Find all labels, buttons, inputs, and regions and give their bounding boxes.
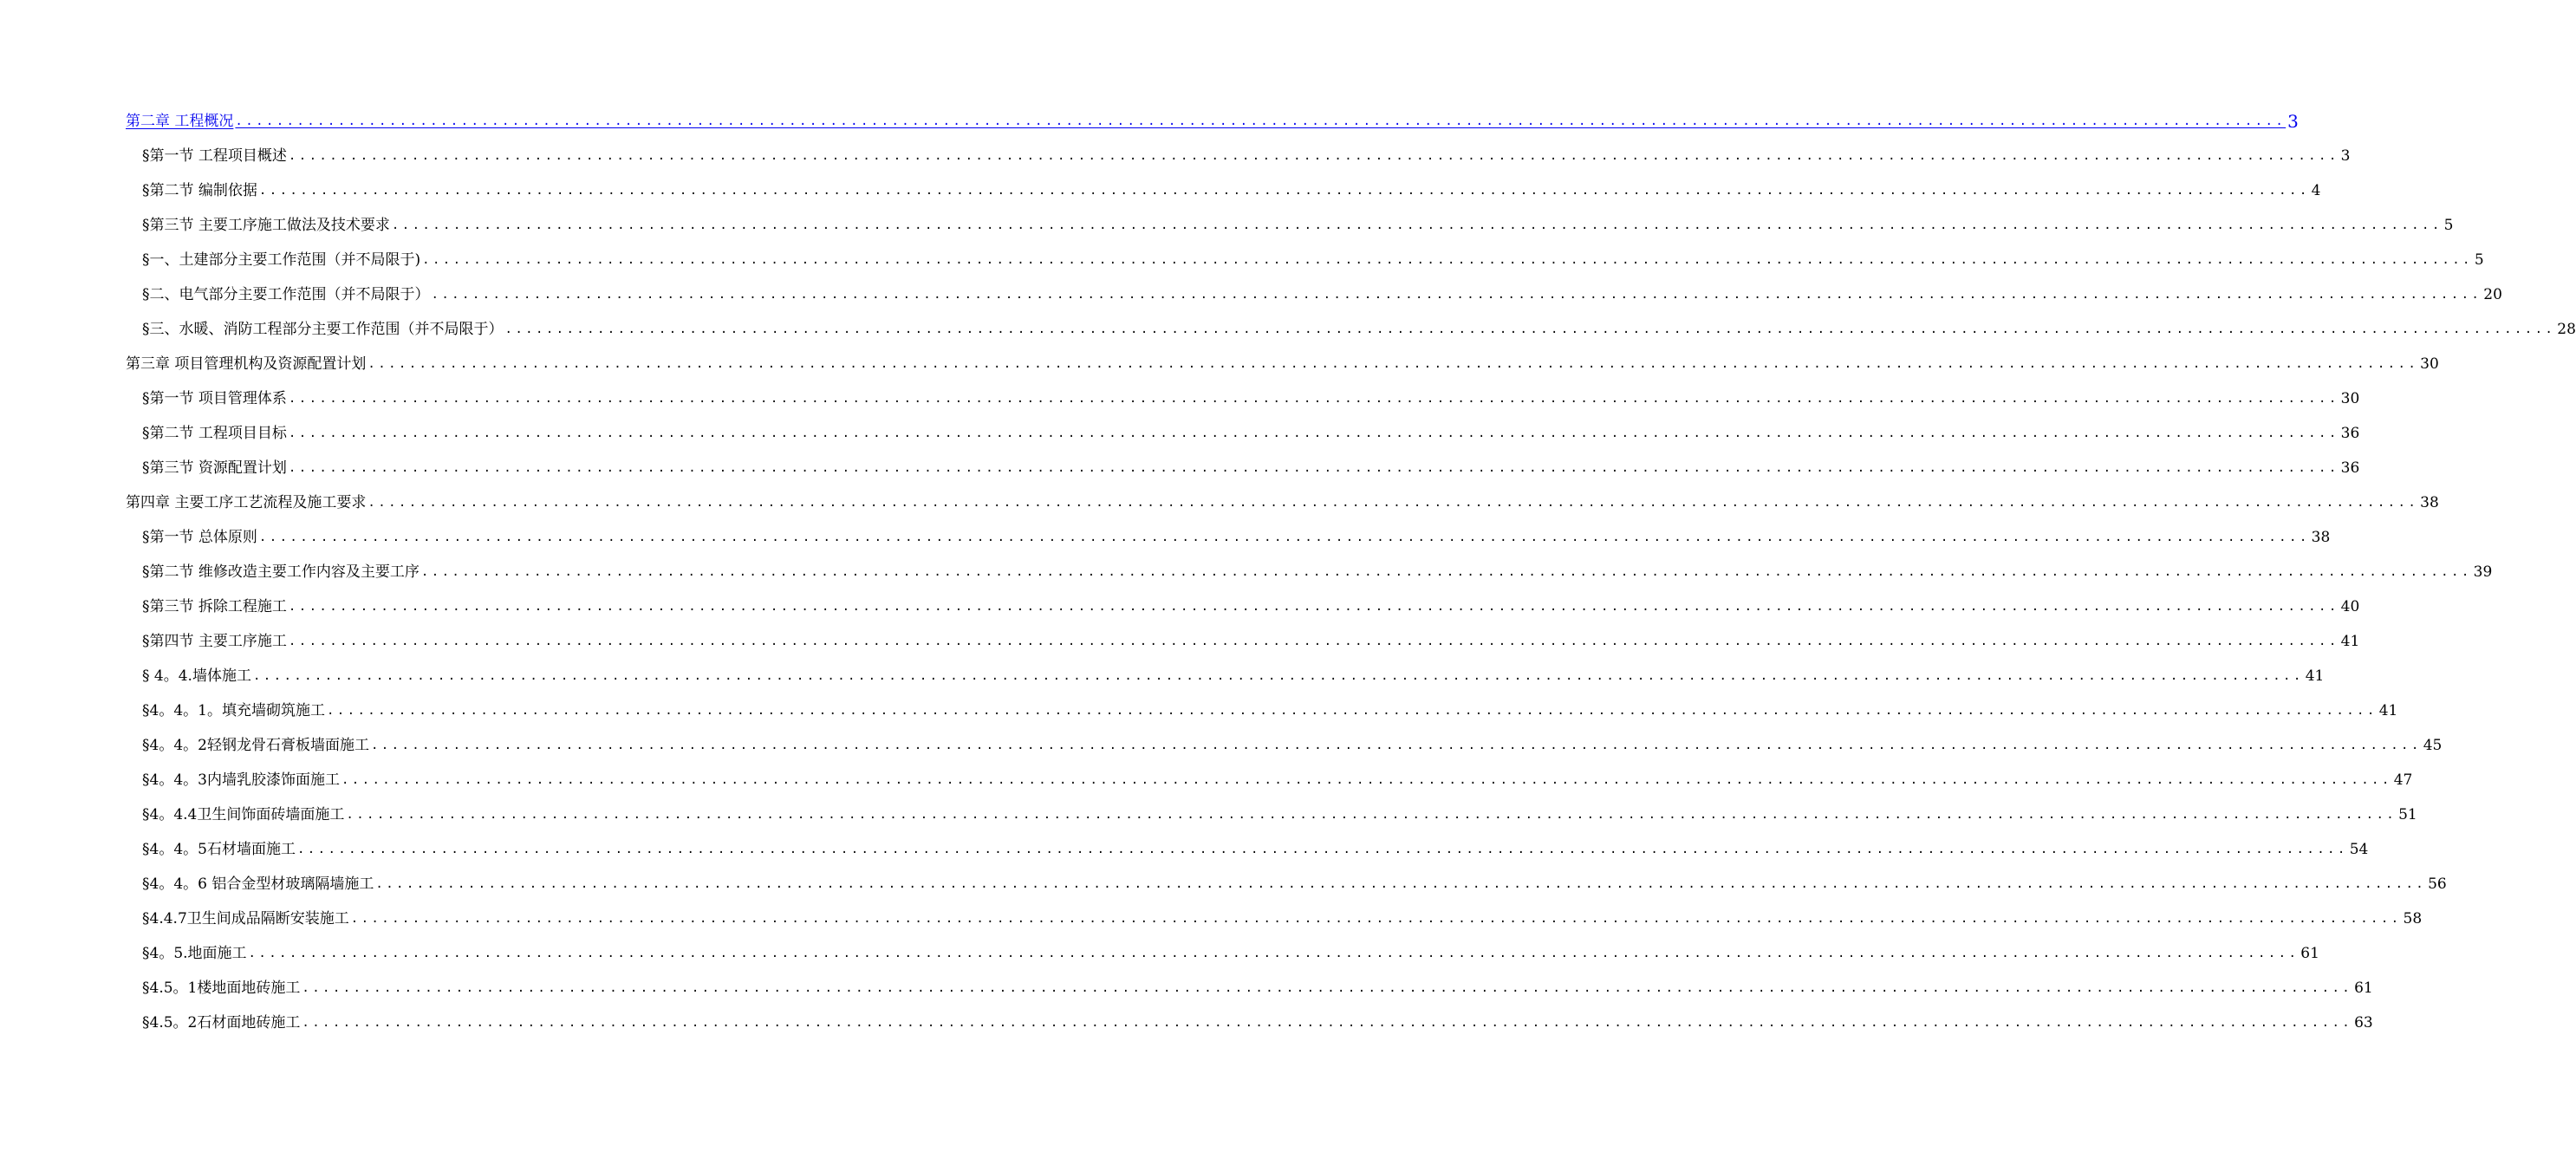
toc-entry-page-number: 30 <box>2420 355 2439 373</box>
toc-entry-title: §第三节 拆除工程施工 <box>142 598 287 615</box>
toc-entry <box>0 173 2321 208</box>
toc-dot-leader: ........................................................................................................................................................................................................ <box>288 426 2339 440</box>
toc-dot-leader: ........................................................................................................................................................................................................ <box>248 947 2300 960</box>
toc-entry <box>0 312 2576 347</box>
toc-entry-title: §第三节 主要工序施工做法及技术要求 <box>142 217 390 234</box>
toc-entry-title: §4。4。1。填充墙砌筑施工 <box>142 702 325 719</box>
toc-entry-page-number: 51 <box>2398 806 2417 823</box>
toc-dot-leader: ........................................................................................................................................................................................................ <box>368 357 2419 371</box>
toc-entry <box>0 936 2319 971</box>
toc-dot-leader: ........................................................................................................................................................................................................ <box>296 843 2348 856</box>
toc-dot-leader: ........................................................................................................................................................................................................ <box>341 773 2392 787</box>
toc-entry-title: §二、电气部分主要工作范围（并不局限于） <box>142 286 430 303</box>
toc-entry-title: 第三章 项目管理机构及资源配置计划 <box>126 355 367 373</box>
toc-entry-title: §第二节 维修改造主要工作内容及主要工序 <box>142 563 420 581</box>
toc-entry <box>0 451 2360 485</box>
toc-entry <box>0 797 2417 832</box>
toc-entry-page-number: 38 <box>2420 494 2439 511</box>
toc-entry <box>0 139 2351 173</box>
toc-entry-page-number: 38 <box>2311 529 2331 546</box>
toc-entry <box>0 520 2331 555</box>
toc-entry-title: §第二节 工程项目目标 <box>142 425 287 442</box>
toc-entry <box>0 555 2493 589</box>
toc-entry <box>0 208 2454 243</box>
toc-entry-page-number: 5 <box>2443 217 2454 234</box>
toc-entry <box>0 243 2484 277</box>
toc-entry-page-number: 41 <box>2378 702 2398 719</box>
toc-entry-title: §第一节 工程项目概述 <box>142 147 287 165</box>
toc-entry <box>0 277 2502 312</box>
toc-entry-title: §4.5。1楼地面地砖施工 <box>142 980 301 997</box>
toc-entry <box>0 381 2360 416</box>
toc-entry <box>0 867 2447 901</box>
toc-entry <box>0 693 2398 728</box>
toc-entry-title: §4。4.4卫生间饰面砖墙面施工 <box>142 806 345 823</box>
toc-entry-page-number: 54 <box>2349 841 2369 858</box>
toc-dot-leader: ........................................................................................................................................................................................................ <box>422 253 2473 267</box>
toc-entry-title: 第四章 主要工序工艺流程及施工要求 <box>126 494 367 511</box>
toc-entry <box>0 971 2373 1006</box>
toc-entry-title: § 4。4.墙体施工 <box>142 667 251 685</box>
table-of-contents <box>0 104 2576 1040</box>
toc-entry-title: 第二章 工程概况 <box>126 113 234 130</box>
toc-entry-title: §第一节 项目管理体系 <box>142 390 287 407</box>
toc-entry <box>0 901 2423 936</box>
toc-dot-leader: ........................................................................................................................................................................................................ <box>235 114 2287 128</box>
toc-entry-page-number: 47 <box>2393 771 2413 789</box>
toc-entry-title: §三、水暖、消防工程部分主要工作范围（并不局限于） <box>142 321 504 338</box>
toc-entry <box>0 485 2439 520</box>
toc-entry-page-number: 41 <box>2305 667 2325 685</box>
toc-dot-leader: ........................................................................................................................................................................................................ <box>258 530 2310 544</box>
toc-entry-page-number: 41 <box>2340 633 2360 650</box>
toc-entry-page-number: 28 <box>2557 321 2576 338</box>
toc-entry-page-number: 3 <box>2340 147 2351 165</box>
toc-entry-page-number: 30 <box>2340 390 2360 407</box>
toc-dot-leader: ........................................................................................................................................................................................................ <box>302 981 2353 995</box>
toc-entry-page-number: 45 <box>2423 737 2443 754</box>
toc-entry <box>0 416 2360 451</box>
toc-dot-leader: ........................................................................................................................................................................................................ <box>346 808 2397 822</box>
toc-entry-page-number: 58 <box>2403 910 2423 927</box>
toc-entry-title: §4。4。6 铝合金型材玻璃隔墙施工 <box>142 875 374 893</box>
toc-dot-leader: ........................................................................................................................................................................................................ <box>370 739 2422 752</box>
toc-dot-leader: ........................................................................................................................................................................................................ <box>391 218 2443 232</box>
toc-entry-title: §4。4。5石材墙面施工 <box>142 841 296 858</box>
toc-dot-leader: ........................................................................................................................................................................................................ <box>288 392 2339 406</box>
toc-entry <box>0 589 2360 624</box>
toc-entry-page-number: 36 <box>2340 425 2360 442</box>
toc-entry-page-number: 3 <box>2287 111 2299 132</box>
toc-entry-title: §4。4。2轻钢龙骨石膏板墙面施工 <box>142 737 369 754</box>
toc-dot-leader: ........................................................................................................................................................................................................ <box>252 669 2304 683</box>
toc-entry-title: §第四节 主要工序施工 <box>142 633 287 650</box>
toc-entry-page-number: 61 <box>2354 980 2373 997</box>
toc-entry <box>0 763 2413 797</box>
toc-entry-page-number: 56 <box>2428 875 2447 893</box>
toc-dot-leader: ........................................................................................................................................................................................................ <box>504 322 2556 336</box>
toc-entry-title: §第二节 编制依据 <box>142 182 257 199</box>
toc-entry-title: §4。4。3内墙乳胶漆饰面施工 <box>142 771 340 789</box>
toc-entry-title: §4.4.7卫生间成品隔断安装施工 <box>142 910 349 927</box>
toc-link-entry[interactable] <box>0 104 2299 139</box>
toc-dot-leader: ........................................................................................................................................................................................................ <box>420 565 2472 579</box>
toc-entry-page-number: 4 <box>2311 182 2321 199</box>
toc-dot-leader: ........................................................................................................................................................................................................ <box>302 1016 2353 1030</box>
toc-dot-leader: ........................................................................................................................................................................................................ <box>350 912 2402 926</box>
toc-entry-title: §一、土建部分主要工作范围（并不局限于) <box>142 251 421 269</box>
toc-dot-leader: ........................................................................................................................................................................................................ <box>375 877 2427 891</box>
toc-dot-leader: ........................................................................................................................................................................................................ <box>288 461 2339 475</box>
toc-entry-title: §4。5.地面施工 <box>142 945 247 962</box>
toc-dot-leader: ........................................................................................................................................................................................................ <box>258 184 2310 198</box>
toc-entry-title: §4.5。2石材面地砖施工 <box>142 1014 301 1032</box>
toc-entry <box>0 659 2325 693</box>
toc-entry <box>0 347 2439 381</box>
toc-entry-page-number: 61 <box>2300 945 2319 962</box>
toc-entry-page-number: 20 <box>2483 286 2502 303</box>
toc-entry <box>0 832 2369 867</box>
toc-entry-page-number: 40 <box>2340 598 2360 615</box>
toc-dot-leader: ........................................................................................................................................................................................................ <box>288 149 2339 163</box>
toc-entry-title: §第三节 资源配置计划 <box>142 459 287 477</box>
toc-dot-leader: ........................................................................................................................................................................................................ <box>326 704 2378 718</box>
toc-entry-page-number: 5 <box>2474 251 2484 269</box>
toc-entry-page-number: 63 <box>2354 1014 2373 1032</box>
toc-entry <box>0 624 2360 659</box>
toc-dot-leader: ........................................................................................................................................................................................................ <box>288 600 2339 614</box>
toc-entry-title: §第一节 总体原则 <box>142 529 257 546</box>
toc-dot-leader: ........................................................................................................................................................................................................ <box>431 288 2482 302</box>
toc-dot-leader: ........................................................................................................................................................................................................ <box>288 635 2339 648</box>
toc-entry <box>0 1006 2373 1040</box>
toc-entry-page-number: 39 <box>2473 563 2493 581</box>
toc-entry <box>0 728 2443 763</box>
toc-entry-page-number: 36 <box>2340 459 2360 477</box>
toc-dot-leader: ........................................................................................................................................................................................................ <box>368 496 2419 510</box>
